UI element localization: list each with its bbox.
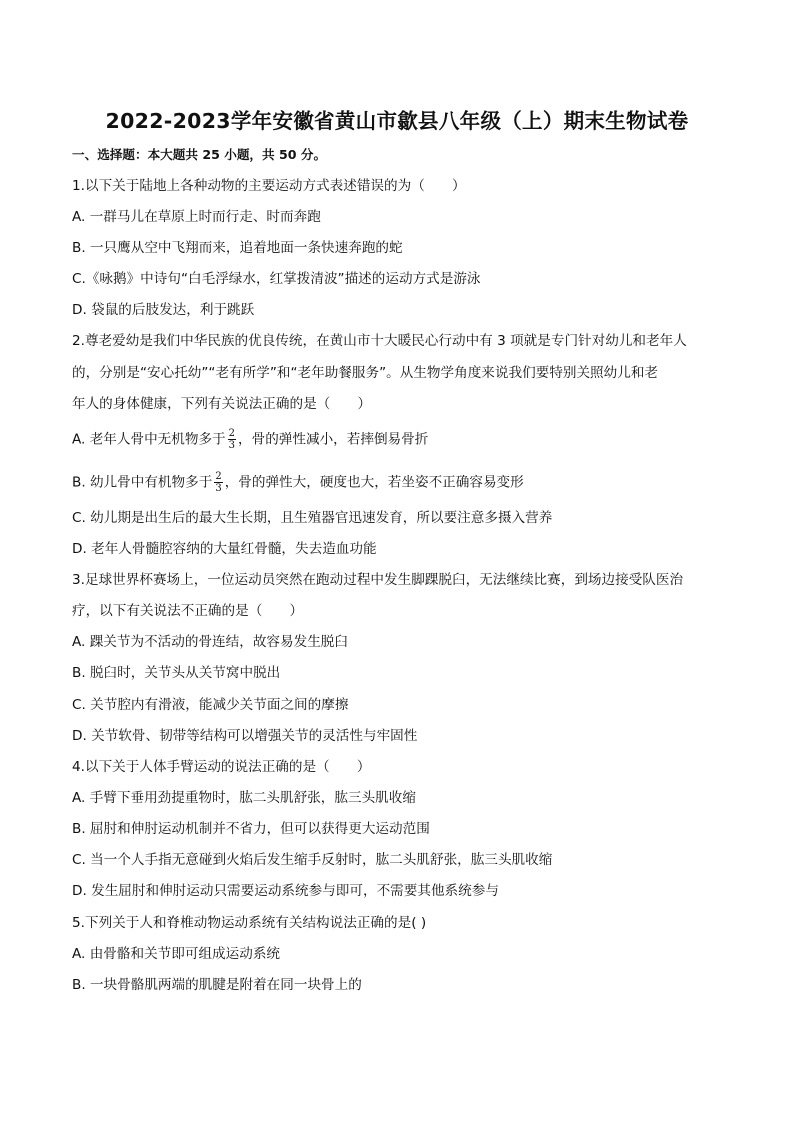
fraction-numerator: 2	[215, 471, 222, 482]
question-1-option-b: B. 一只鹰从空中飞翔而来，追着地面一条快速奔跑的蛇	[72, 240, 403, 256]
question-1-stem: 1.以下关于陆地上各种动物的主要运动方式表述错误的为（ ）	[72, 178, 466, 194]
fraction-two-thirds	[214, 471, 222, 494]
question-4-option-a: A. 手臂下垂用劲提重物时，肱二头肌舒张，肱三头肌收缩	[72, 790, 416, 806]
section-heading: 一、选择题：本大题共 25 小题，共 50 分。	[72, 147, 327, 162]
question-5-stem: 5.下列关于人和脊椎动物运动系统有关结构说法正确的是( )	[72, 915, 427, 931]
question-1-option-d: D. 袋鼠的后肢发达，利于跳跃	[72, 302, 255, 318]
question-2-option-a	[72, 428, 428, 451]
question-4-option-c: C. 当一个人手指无意碰到火焰后发生缩手反射时，肱二头肌舒张，肱三头肌收缩	[72, 852, 553, 868]
question-3-option-b: B. 脱臼时，关节头从关节窝中脱出	[72, 665, 281, 681]
page-title: 2022-2023学年安徽省黄山市歙县八年级（上）期末生物试卷	[105, 109, 689, 133]
question-3-option-d: D. 关节软骨、韧带等结构可以增强关节的灵活性与牢固性	[72, 728, 418, 744]
question-5-option-b: B. 一块骨骼肌两端的肌腱是附着在同一块骨上的	[72, 977, 362, 993]
question-4-option-b: B. 屈肘和伸肘运动机制并不省力，但可以获得更大运动范围	[72, 821, 430, 837]
question-1-option-c: C.《咏鹅》中诗句“白毛浮绿水，红掌拨清波”描述的运动方式是游泳	[72, 271, 481, 287]
question-1-option-a: A. 一群马儿在草原上时而行走、时而奔跑	[72, 209, 321, 225]
question-4-stem: 4.以下关于人体手臂运动的说法正确的是（ ）	[72, 759, 371, 775]
question-3-stem-line-2: 疗，以下有关说法不正确的是（ ）	[72, 603, 304, 619]
question-2-option-d: D. 老年人骨髓腔容纳的大量红骨髓，失去造血功能	[72, 541, 377, 557]
question-2-stem-line-3: 年人的身体健康，下列有关说法正确的是（ ）	[72, 396, 372, 412]
option-a-text-post: ，骨的弹性减小，若摔倒易骨折	[238, 431, 429, 448]
question-2-stem-line-1: 2.尊老爱幼是我们中华民族的优良传统，在黄山市十大暖民心行动中有 3 项就是专门针对幼儿和老年人	[72, 333, 687, 349]
fraction-two-thirds	[228, 428, 236, 451]
option-b-text-pre: B. 幼儿骨中有机物多于	[72, 474, 213, 491]
question-3-option-a: A. 踝关节为不活动的骨连结，故容易发生脱臼	[72, 634, 348, 650]
question-2-option-b	[72, 471, 524, 494]
fraction-numerator: 2	[228, 428, 236, 439]
fraction-denominator: 3	[228, 440, 236, 451]
question-3-option-c: C. 关节腔内有滑液，能减少关节面之间的摩擦	[72, 697, 349, 713]
fraction-denominator: 3	[215, 483, 222, 494]
question-2-option-c: C. 幼儿期是出生后的最大生长期，且生殖器官迅速发育，所以要注意多摄入营养	[72, 510, 553, 526]
question-2-stem-line-2: 的，分别是“安心托幼”“老有所学”和“老年助餐服务”。从生物学角度来说我们要特别关照幼儿和老	[72, 365, 659, 381]
option-a-text-pre: A. 老年人骨中无机物多于	[72, 431, 226, 448]
option-b-text-post: ，骨的弹性大，硬度也大，若坐姿不正确容易变形	[224, 474, 524, 491]
question-3-stem-line-1: 3.足球世界杯赛场上，一位运动员突然在跑动过程中发生脚踝脱臼，无法继续比赛，到场边接受队医治	[72, 572, 684, 588]
question-5-option-a: A. 由骨骼和关节即可组成运动系统	[72, 946, 281, 962]
question-4-option-d: D. 发生屈肘和伸肘运动只需要运动系统参与即可，不需要其他系统参与	[72, 883, 499, 899]
